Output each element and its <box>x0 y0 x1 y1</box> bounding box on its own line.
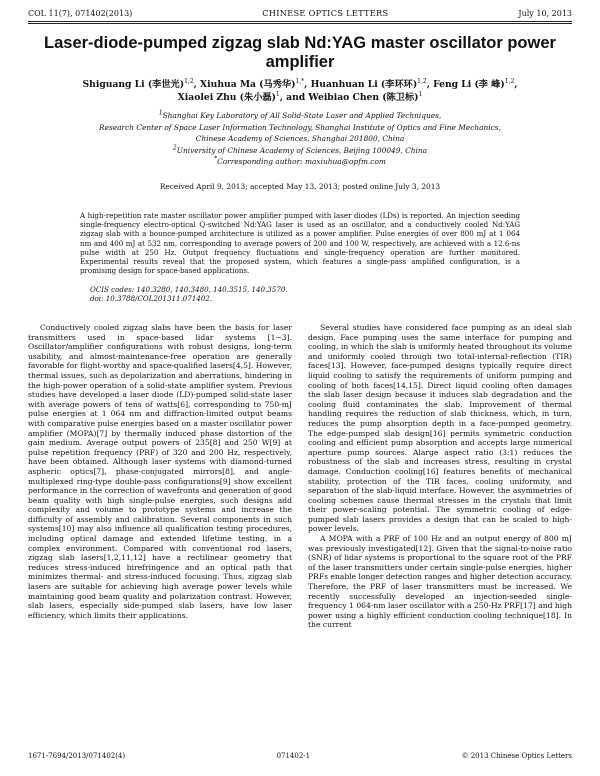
running-header <box>28 6 572 20</box>
issn: 1671-7694/2013/071402(4) <box>28 752 126 760</box>
article-title: Laser-diode-pumped zigzag slab Nd:YAG master oscillator power amplifier <box>44 34 556 71</box>
copyright: © 2013 Chinese Optics Letters <box>461 752 572 760</box>
author-affil-mark: 1,2 <box>184 77 194 85</box>
ocis-codes: OCIS codes: 140.3280, 140.3480, 140.3515, 140.3570. <box>90 285 288 294</box>
body-column-right <box>308 323 572 630</box>
affil-mark: 1 <box>158 109 163 117</box>
body-paragraph: Several studies have considered face pumping as an ideal slab design. Face pumping uses the same interface for pumping and cooling, in which the slab is uniformly heated throughout its volume and uniformly cooled through two total-internal-reflection (TIR) faces[13]. However, face-pumped designs typically require direct liquid cooling to satisfy the requirements of uniform pumping and cooling of both faces[14,15]. Direct liquid cooling often damages the slab laser design because it induces slab degradation and the cooling fluid contaminates the slab. Improvement of thermal handling requires the reduction of slab thickness, which, in turn, reduces the pump absorption depth in a face-pumped geometry. The edge-pumped slab design[16] permits symmetric conduction cooling and efficient pump absorption and accepts large numerical aperture pump sources. Alarge aspect ratio (3:1) reduces the robustness of the slab and increases stress, resulting in crystal damage. Conduction cooling[16] features benefits of mechanical stability, protection of the TIR faces, cooling uniformity, and separation of the slab-liquid interface. However, the asymmetries of cooling schemes cause thermal stresses in the crystals that limit their power-scaling potential. The symmetric cooling of edge-pumped slab lasers provides a design that can be scaled to high-power levels. <box>308 323 572 534</box>
affiliation-line <box>30 110 570 122</box>
affil-text: University of Chinese Academy of Sciences, Beijing 100049, China <box>176 145 428 155</box>
affil-mark: 2 <box>172 144 177 152</box>
author-name: Weibiao Chen (陈卫标) <box>308 92 419 103</box>
page-number: 071402-1 <box>276 752 311 760</box>
affiliation-line: Research Center of Space Laser Information Technology, Shanghai Institute of Optics and Fine Mechanics, <box>99 122 501 132</box>
journal-name: CHINESE OPTICS LETTERS <box>262 8 389 18</box>
corresponding-author <box>30 156 570 168</box>
publication-date: July 10, 2013 <box>518 8 572 18</box>
author-affil-mark: 1,2 <box>504 77 515 85</box>
author-list: Shiguang Li (李世光)$^{1,2}$, Xiuhua Ma (马秀华)$^{1,*}$, Huanhuan Li (李环环)$^{1,2}$, Feng Li (李 峰)$^{1,2}$, Xiaolei Zhu (朱小磊)$^1$, and Weibiao Chen (陈卫标)$^1$ <box>82 77 518 103</box>
received-dates: Received April 9, 2013; accepted May 13, 2013; posted online July 3, 2013 <box>159 182 441 191</box>
body-paragraph: A MOPA with a PRF of 100 Hz and an output energy of 800 mJ was previously investigated[12]. Given that the signal-to-noise ratio (SNR) of lidar systems is proportional to the square root of the PRF of the laser transmitters under certain single-pulse energies, higher PRFs enable longer detection ranges and higher detection accuracy. Therefore, the PRF of laser transmitters must be increased. We recently successfully developed an injection-seeded single-frequency 1 064-nm laser oscillator with a 250-Hz PRF[17] and high power using a highly efficient conduction cooling technique[18]. In the current <box>308 534 572 630</box>
body-column-left <box>28 323 292 620</box>
author-name: Feng Li (李 峰) <box>433 79 505 90</box>
affil-mark: * <box>214 155 218 163</box>
ocis-block <box>80 285 520 303</box>
author-affil-mark: 1 <box>275 90 280 98</box>
author-name: Xiuhua Ma (马秀华) <box>200 79 296 90</box>
affiliation-line <box>30 145 570 157</box>
affiliation-line: Chinese Academy of Sciences, Shanghai 201800, China <box>195 134 405 143</box>
header-rule-bottom <box>28 23 572 24</box>
author-name: Xiaolei Zhu (朱小磊) <box>177 92 276 103</box>
body-paragraph: Conductively cooled zigzag slabs have been the basis for laser transmitters used in space-based lidar systems [1−3]. Oscillator/amplifier configurations with robust designs, long-term usability, and almost-maintenance-free operation are generally favorable for flight-worthy and space-qualified lasers[4,5]. However, thermal issues, such as depolarization and aberrations, hindering in the high-power operation of a solid-state amplifier system. Previous studies have developed a laser diode (LD)-pumped solid-state laser with average powers of tens of watts[6], corresponding to 750-mJ pulse energies at 1 064 nm and diffraction-limited output beams with comparative pulse energies based on a master oscillator power amplifier (MOPA)[7] by thermally induced phase distortion of the gain medium. Average output powers of 235[8] and 250 W[9] at pulse repetition frequency (PRF) of 320 and 200 Hz, respectively, have been obtained. Although laser systems with diamond-turned aspheric optics[7], phase-conjugated mirrors[8], and angle-multiplexed ring-type double-pass configurations[9] show excellent performance in the correction of wavefronts and generation of good beam quality with high single-pulse energies, such designs add complexity and volume to prototype systems and increase the difficulty of assembly and calibration. Several components in such systems[10] may also influence all qualification testing procedures, including optical damage and extended lifetime testing, in a complex environment. Compared with conventional rod lasers, zigzag slab lasers[1,2,11,12] have a rectilinear geometry that reduces stress-induced birefringence and an optical path that minimizes thermal- and stress-induced focusing. Thus, zigzag slab lasers are suitable for achieving high average power levels while maintaining good beam quality and polarization contrast. However, slab lasers, especially side-pumped slab lasers, have low laser efficiency, which limits their applications. <box>28 323 292 620</box>
journal-volume: COL 11(7), 071402(2013) <box>28 8 133 18</box>
abstract: A high-repetition rate master oscillator power amplifier pumped with laser diodes (LDs) is reported. An injection seeding single-frequency electro-optical Q-switched Nd:YAG laser is used as an oscillator, and a conductively cooled Nd:YAG zigzag slab with a bounce-pumped architecture is utilized as a power amplifier. Pulse energies of over 800 mJ at 1 064 nm and 400 mJ at 532 nm, corresponding to average powers of 200 and 100 W, respectively, are achieved with a 12.6-ns pulse width at 250 Hz. Output frequency fluctuations and single-frequency operation are further monitored. Experimental results reveal that the proposed system, which features a single-pass amplified configuration, is a promising design for space-based applications. <box>80 211 520 276</box>
author-affil-mark: 1 <box>418 90 423 98</box>
author-name: Shiguang Li (李世光) <box>82 79 185 90</box>
page-footer <box>28 752 572 760</box>
affil-text: Corresponding author: maxiuhua@opfm.com <box>217 157 386 166</box>
author-name: Huanhuan Li (李环环) <box>310 79 418 90</box>
affil-text: Shanghai Key Laboratory of All Solid-State Laser and Applied Techniques, <box>162 111 442 120</box>
author-affil-mark: 1,2 <box>417 77 427 85</box>
affiliations <box>30 110 570 168</box>
doi: doi: 10.3788/COL201311.071402. <box>90 294 213 304</box>
header-rule-top <box>28 21 572 22</box>
author-affil-mark: 1,* <box>295 77 305 85</box>
